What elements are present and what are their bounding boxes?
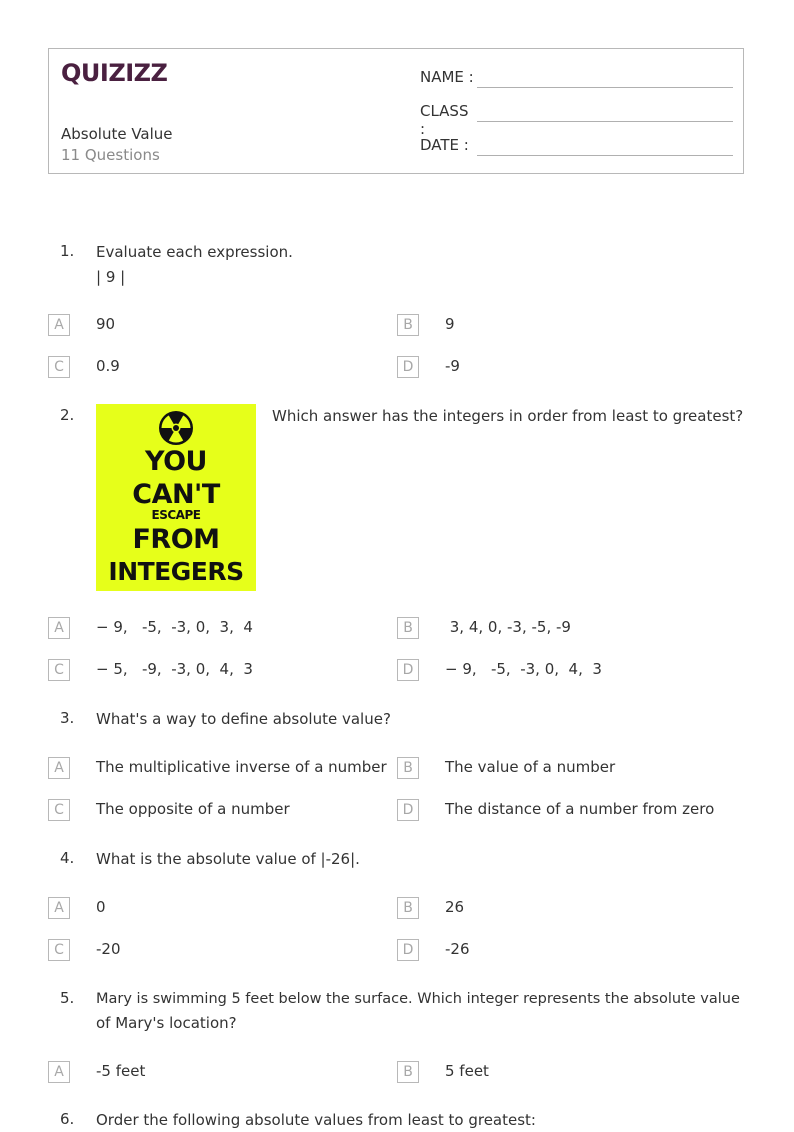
radiation-icon [158,410,194,446]
option-letter: C [48,799,70,821]
question-text: of Mary's location? [96,1014,237,1032]
option-letter: A [48,897,70,919]
option-letter: D [397,799,419,821]
option-text: 9 [445,315,455,333]
option-text: 0.9 [96,357,120,375]
option-text: The value of a number [445,758,616,776]
option-text: The opposite of a number [96,800,290,818]
poster-line: YOU [145,446,207,477]
poster-line: ESCAPE [151,508,201,522]
question-text: Evaluate each expression. [96,243,293,261]
option-letter: B [397,1061,419,1083]
option-letter: C [48,659,70,681]
name-line [477,87,733,88]
option-letter: B [397,757,419,779]
class-label: CLASS : [420,102,469,138]
option-text: -5 feet [96,1062,146,1080]
option-letter: A [48,757,70,779]
question-number: 5. [60,989,75,1007]
option-text: − 5, -9, -3, 0, 4, 3 [96,660,253,678]
option-text: 0 [96,898,106,916]
poster-line: CAN'T [132,479,220,510]
option-text: -26 [445,940,470,958]
question-text: Which answer has the integers in order from least to greatest? [272,407,744,425]
option-text: 90 [96,315,116,333]
question-number: 1. [60,242,75,260]
poster-line: INTEGERS [108,557,244,586]
option-letter: B [397,314,419,336]
question-number: 3. [60,709,75,727]
option-letter: C [48,939,70,961]
date-label: DATE : [420,136,469,154]
question-number: 4. [60,849,75,867]
option-letter: D [397,356,419,378]
class-line [477,121,733,122]
option-letter: A [48,617,70,639]
option-text: The distance of a number from zero [445,800,715,818]
option-letter: D [397,659,419,681]
date-field [420,136,476,154]
option-text: -9 [445,357,460,375]
option-text: − 9, -5, -3, 0, 3, 4 [96,618,253,636]
question-number: 6. [60,1110,75,1128]
option-text: 5 feet [445,1062,489,1080]
question-text: Order the following absolute values from least to greatest: [96,1111,536,1129]
option-letter: C [48,356,70,378]
worksheet-header [48,48,744,174]
option-text: 3, 4, 0, -3, -5, -9 [445,618,571,636]
worksheet-title: Absolute Value [61,125,173,143]
option-text: − 9, -5, -3, 0, 4, 3 [445,660,602,678]
quizizz-logo: QUIZIZZ [61,59,168,87]
question-text: What is the absolute value of |-26|. [96,850,360,868]
question-number: 2. [60,406,75,424]
integers-poster-image [96,404,256,591]
poster-line: FROM [132,524,220,555]
name-field [420,68,476,86]
option-text: -20 [96,940,121,958]
question-text: | 9 | [96,268,126,286]
option-letter: A [48,314,70,336]
option-letter: B [397,897,419,919]
date-line [477,155,733,156]
name-label: NAME : [420,68,474,86]
question-text: What's a way to define absolute value? [96,710,391,728]
option-letter: D [397,939,419,961]
question-count: 11 Questions [61,146,160,164]
option-text: The multiplicative inverse of a number [96,758,387,776]
option-letter: B [397,617,419,639]
question-text: Mary is swimming 5 feet below the surface. Which integer represents the absolute value [96,991,740,1007]
class-field [420,102,476,138]
option-letter: A [48,1061,70,1083]
option-text: 26 [445,898,465,916]
